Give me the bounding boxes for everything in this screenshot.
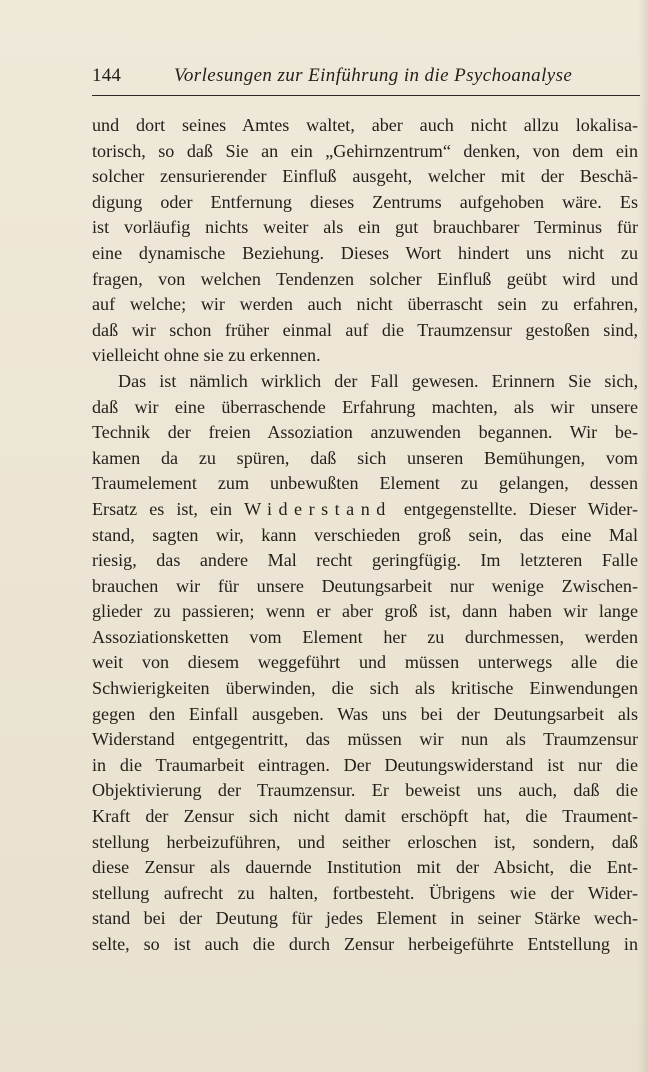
text-line: brauchen wir für unsere Deutungsarbeit nur wenige Zwischen- [92, 575, 638, 596]
text-line: Widerstand entgegentritt, das müssen wir nun als Traumzensur [92, 729, 638, 750]
text-line: Technik der freien Assoziation anzuwenden begannen. Wir be- [92, 422, 638, 443]
text-line: vielleicht ohne sie zu erkennen. [92, 345, 321, 366]
text-line: riesig, das andere Mal recht geringfügig. Im letzteren Falle [92, 550, 638, 571]
running-header [92, 65, 640, 91]
text-line: stellung herbeizuführen, und seither erloschen ist, sondern, daß [92, 831, 638, 852]
page-edge-shadow [638, 0, 648, 1072]
text-line: in die Traumarbeit eintragen. Der Deutungswiderstand ist nur die [92, 754, 638, 775]
text-segment: entgegenstellte. Dieser Wider- [403, 498, 638, 519]
text-line: Objektivierung der Traumzensur. Er beweist uns auch, daß die [92, 780, 638, 801]
text-segment: Ersatz es ist, ein [92, 498, 233, 519]
text-line: fragen, von welchen Tendenzen solcher Einfluß geübt wird und [92, 268, 638, 289]
text-line: kamen da zu spüren, daß sich unseren Bemühungen, vom [92, 447, 638, 468]
page-number: 144 [92, 65, 122, 86]
header-rule [92, 95, 640, 96]
text-line: torisch, so daß Sie an ein „Gehirnzentrum“ denken, von dem ein [92, 140, 638, 161]
body-text [92, 113, 638, 958]
text-line: eine dynamische Beziehung. Dieses Wort hindert uns nicht zu [92, 242, 638, 263]
text-line: glieder zu passieren; wenn er aber groß ist, dann haben wir lange [92, 601, 638, 622]
text-line: Das ist nämlich wirklich der Fall gewesen. Erinnern Sie sich, [118, 370, 638, 391]
text-line: selte, so ist auch die durch Zensur herbeigeführte Entstellung in [92, 934, 638, 954]
text-line: Traumelement zum unbewußten Element zu gelangen, dessen [92, 473, 638, 494]
text-line: daß wir schon früher einmal auf die Traumzensur gestoßen sind, [92, 319, 638, 340]
text-line: digung oder Entfernung dieses Zentrums aufgehoben wäre. Es [92, 191, 638, 212]
text-line: Schwierigkeiten überwinden, die sich als kritische Einwendungen [92, 678, 638, 699]
text-line: stand bei der Deutung für jedes Element in seiner Stärke wech- [92, 908, 638, 929]
text-line: solcher zensurierender Einfluß ausgeht, welcher mit der Beschä- [92, 166, 638, 187]
text-line: Assoziationsketten vom Element her zu durchmessen, werden [92, 626, 638, 647]
text-line: und dort seines Amtes waltet, aber auch nicht allzu lokalisa- [92, 115, 638, 135]
text-line: stellung aufrecht zu halten, fortbesteht. Übrigens wie der Wider- [92, 882, 638, 903]
text-line: ist vorläufig nichts weiter als ein gut brauchbarer Terminus für [92, 217, 638, 238]
text-line-spaced [92, 497, 638, 523]
text-line: Kraft der Zensur sich nicht damit erschöpft hat, die Traument- [92, 806, 638, 827]
text-line: diese Zensur als dauernde Institution mit der Absicht, die Ent- [92, 857, 638, 878]
spaced-emphasis: Widerstand [244, 498, 392, 519]
text-line: gegen den Einfall ausgeben. Was uns bei der Deutungsarbeit als [92, 703, 638, 724]
text-line: weit von diesem weggeführt und müssen unterwegs alle die [92, 652, 638, 673]
text-line: stand, sagten wir, kann verschieden groß sein, das eine Mal [92, 524, 638, 545]
text-line: auf welche; wir werden auch nicht überrascht sein zu erfahren, [92, 294, 638, 315]
running-title: Vorlesungen zur Einführung in die Psychoanalyse [174, 65, 573, 86]
text-line: daß wir eine überraschende Erfahrung machten, als wir unsere [92, 396, 638, 417]
